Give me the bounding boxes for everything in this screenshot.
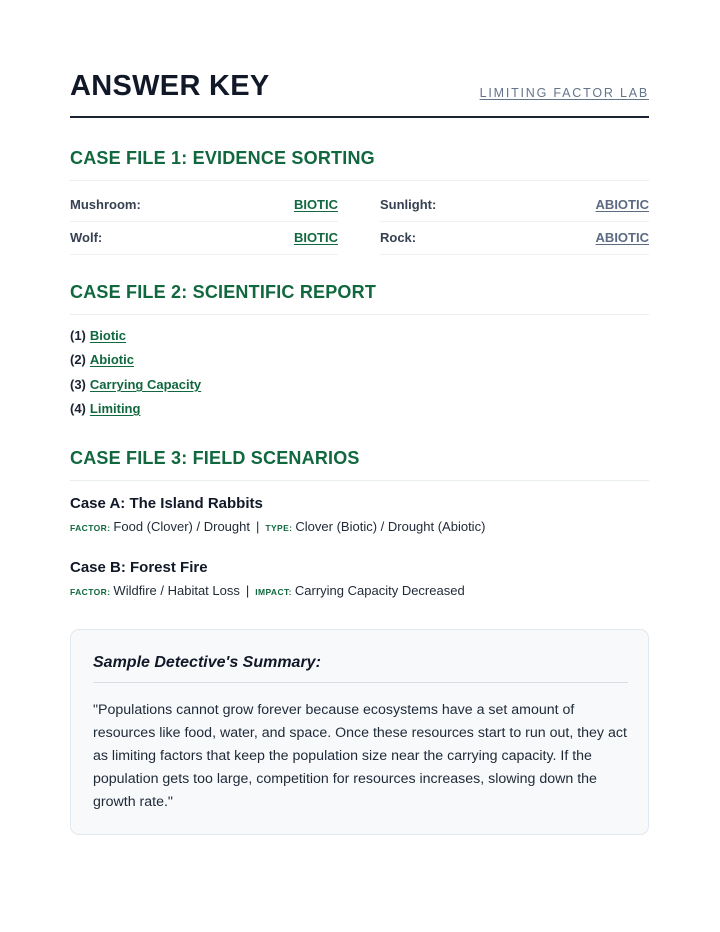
type-value: Clover (Biotic) / Drought (Abiotic) — [295, 519, 486, 534]
report-item-number: (1) — [70, 328, 86, 343]
report-item-answer: Limiting — [89, 401, 141, 416]
impact-value: Carrying Capacity Decreased — [294, 583, 465, 598]
evidence-answer: BIOTIC — [293, 230, 338, 245]
evidence-answer: ABIOTIC — [595, 197, 649, 212]
case-b-title: Case B: Forest Fire — [70, 559, 208, 576]
evidence-answer: ABIOTIC — [595, 230, 649, 245]
report-item-answer: Biotic — [89, 328, 127, 343]
summary-text: "Populations cannot grow forever because ecosystems have a set amount of resources like food, water, and space. Once these resources start to run out, they act as limiting factors that keep the population size near the carrying capacity. If the population gets too large, competition for resources increases, slowing down the growth rate." — [93, 702, 627, 810]
case-file-3-heading: CASE FILE 3: FIELD SCENARIOS — [70, 448, 649, 481]
case-a-details — [70, 519, 485, 534]
case-a-title: Case A: The Island Rabbits — [70, 495, 263, 512]
evidence-item-sunlight — [380, 189, 649, 222]
evidence-label: Rock: — [380, 230, 417, 245]
evidence-row — [70, 222, 649, 255]
case-file-2-heading: CASE FILE 2: SCIENTIFIC REPORT — [70, 282, 649, 315]
evidence-label: Wolf: — [70, 230, 103, 245]
evidence-row — [70, 189, 649, 222]
report-item — [70, 328, 126, 343]
report-item — [70, 377, 201, 392]
evidence-label: Sunlight: — [380, 197, 437, 212]
separator: | — [245, 583, 250, 598]
factor-tag: FACTOR: — [70, 523, 111, 533]
report-item-number: (4) — [70, 401, 86, 416]
case-file-1-heading: CASE FILE 1: EVIDENCE SORTING — [70, 148, 649, 181]
report-item-number: (2) — [70, 352, 86, 367]
evidence-item-mushroom — [70, 189, 338, 222]
evidence-answer: BIOTIC — [293, 197, 338, 212]
report-item-number: (3) — [70, 377, 86, 392]
report-item-answer: Carrying Capacity — [89, 377, 202, 392]
factor-tag: FACTOR: — [70, 587, 111, 597]
page-title: ANSWER KEY — [70, 70, 270, 102]
evidence-item-wolf — [70, 222, 338, 255]
summary-box — [70, 629, 649, 835]
summary-heading: Sample Detective's Summary: — [93, 654, 628, 683]
report-item-answer: Abiotic — [89, 352, 134, 367]
impact-tag: IMPACT: — [255, 587, 292, 597]
report-item — [70, 401, 140, 416]
case-b-details — [70, 583, 465, 598]
separator: | — [255, 519, 260, 534]
factor-value: Food (Clover) / Drought — [113, 519, 250, 534]
page-header — [70, 66, 649, 118]
evidence-label: Mushroom: — [70, 197, 141, 212]
evidence-item-rock — [380, 222, 649, 255]
report-item — [70, 352, 134, 367]
lab-title-link[interactable]: LIMITING FACTOR LAB — [479, 86, 649, 100]
factor-value: Wildfire / Habitat Loss — [113, 583, 240, 598]
type-tag: TYPE: — [265, 523, 293, 533]
